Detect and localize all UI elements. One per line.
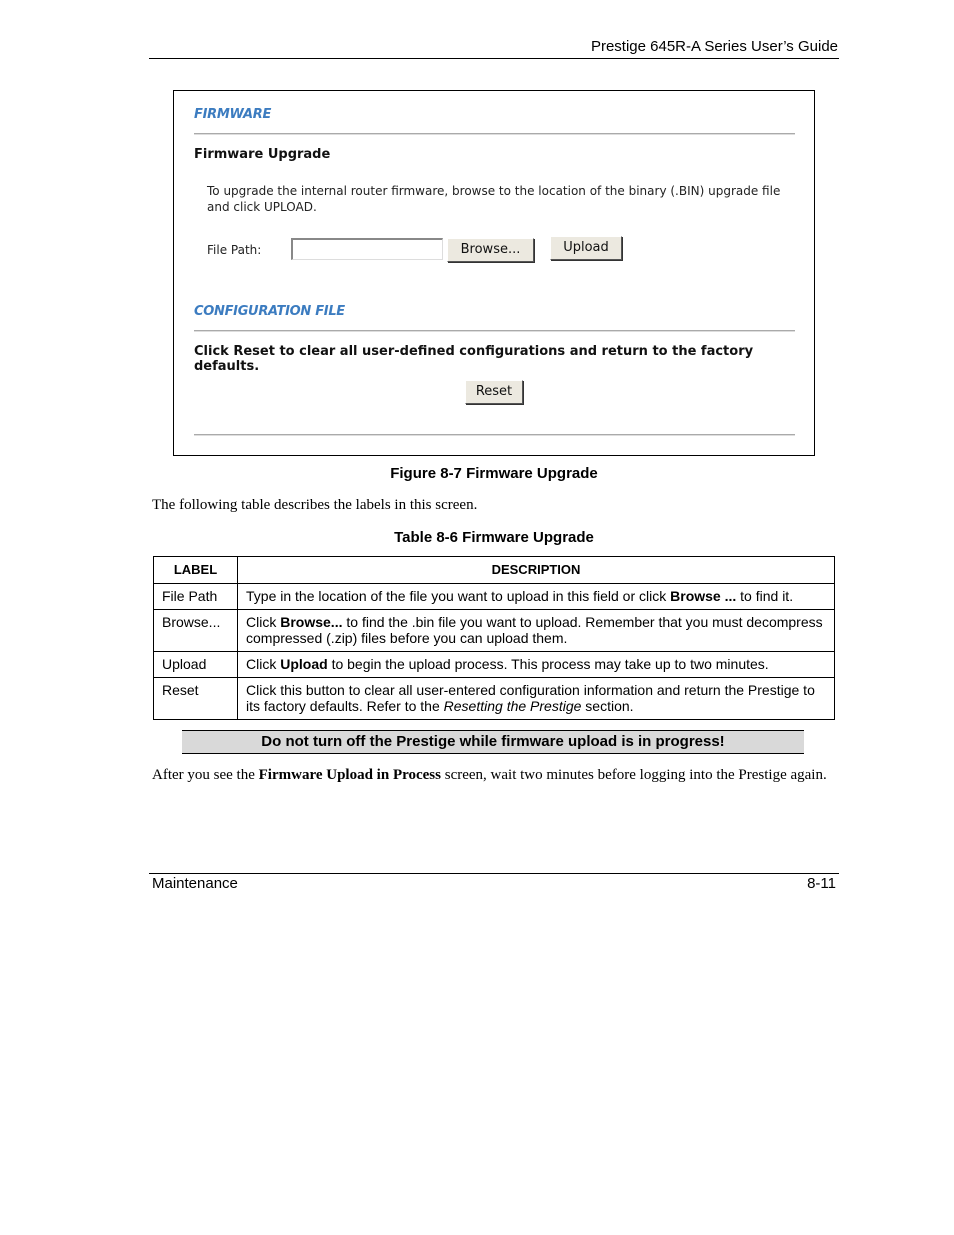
- config-section-title: CONFIGURATION FILE: [194, 304, 345, 319]
- warning-note: Do not turn off the Prestige while firmware upload is in progress!: [182, 730, 804, 754]
- browse-button[interactable]: Browse...: [447, 238, 534, 262]
- header-divider: [149, 58, 839, 59]
- file-path-label: File Path:: [207, 243, 262, 257]
- reset-instructions: Click Reset to clear all user-defined configurations and return to the factory defaults.: [194, 344, 754, 374]
- firmware-divider: [194, 133, 795, 135]
- table-row: [154, 610, 835, 652]
- description-table: [153, 556, 835, 720]
- table-row: [154, 584, 835, 610]
- footer-section: Maintenance: [152, 875, 238, 892]
- row-label: Upload: [154, 652, 238, 678]
- row-description: Click Browse... to find the .bin file you want to upload. Remember that you must decompress compressed (.zip) files before you can upload them.: [238, 610, 835, 652]
- page-number: 8-11: [807, 875, 836, 892]
- row-description: Click this button to clear all user-entered configuration information and return the Prestige to its factory defaults. Refer to the Resetting the Prestige section.: [238, 678, 835, 720]
- header-title: Prestige 645R-A Series User’s Guide: [590, 38, 838, 55]
- firmware-upgrade-heading: Firmware Upgrade: [194, 147, 331, 162]
- bottom-divider: [194, 434, 795, 436]
- row-label: Browse...: [154, 610, 238, 652]
- firmware-section-title: FIRMWARE: [194, 107, 272, 122]
- table-caption: Table 8-6 Firmware Upgrade: [394, 529, 594, 546]
- label-column-header: LABEL: [154, 557, 238, 584]
- file-path-input[interactable]: [291, 238, 443, 260]
- after-text: After you see the Firmware Upload in Process screen, wait two minutes before logging into the Prestige again.: [152, 767, 827, 783]
- row-description: Type in the location of the file you want to upload in this field or click Browse ... to find it.: [238, 584, 835, 610]
- firmware-instructions: To upgrade the internal router firmware, browse to the location of the binary (.BIN) upgrade file and click UPLOAD.: [207, 184, 781, 214]
- row-description: Click Upload to begin the upload process. This process may take up to two minutes.: [238, 652, 835, 678]
- row-label: Reset: [154, 678, 238, 720]
- reset-button[interactable]: Reset: [465, 380, 523, 404]
- figure-caption: Figure 8-7 Firmware Upgrade: [390, 465, 598, 482]
- row-label: File Path: [154, 584, 238, 610]
- table-row: [154, 678, 835, 720]
- description-column-header: DESCRIPTION: [238, 557, 835, 584]
- intro-text: The following table describes the labels in this screen.: [152, 497, 478, 513]
- table-row: [154, 652, 835, 678]
- firmware-screenshot: [173, 90, 815, 456]
- table-header-row: [154, 557, 835, 584]
- upload-button[interactable]: Upload: [550, 236, 622, 260]
- footer-divider: [149, 873, 839, 874]
- config-divider: [194, 330, 795, 332]
